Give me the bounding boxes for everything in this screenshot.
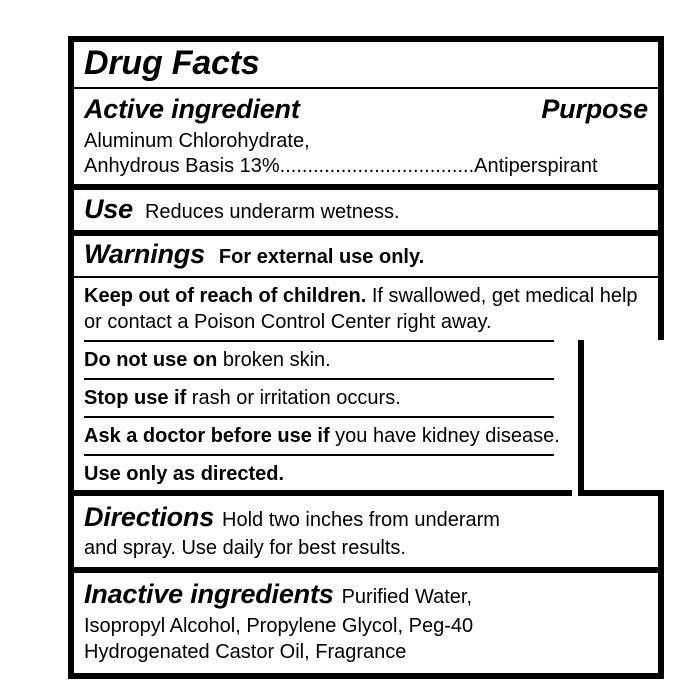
inactive-ingredients-section — [74, 573, 658, 673]
inactive-text-1: Purified Water, — [341, 586, 472, 608]
warning-item-bold: Stop use if — [84, 386, 187, 409]
divider-title — [74, 87, 658, 89]
directions-line-1 — [84, 500, 648, 535]
divider-warn-item-2 — [84, 378, 554, 380]
warning-poison-rest: If swallowed, get medical help or contact a Poison Control Center right away. — [84, 284, 638, 333]
warnings-header — [74, 236, 658, 273]
warnings-subtitle: For external use only. — [218, 245, 425, 268]
warning-item — [74, 420, 658, 452]
warning-poison-bold: Keep out of reach of children. — [84, 284, 367, 307]
directions-label: Directions — [84, 501, 215, 532]
warning-item-rest: you have kidney disease. — [329, 424, 560, 447]
inactive-line-3: Hydrogenated Castor Oil, Fragrance — [84, 641, 407, 664]
purpose-heading: Purpose — [541, 93, 648, 124]
active-ingredient-body — [74, 127, 658, 184]
divider-warn-item-3 — [84, 416, 554, 418]
directions-text-1: Hold two inches from underarm — [222, 508, 500, 531]
divider-warnings-1 — [74, 276, 658, 278]
warnings-label: Warnings — [84, 238, 205, 269]
divider-warn-item-1 — [84, 340, 554, 342]
inactive-line-1 — [84, 577, 648, 613]
warning-item — [74, 458, 658, 490]
directions-section — [74, 496, 658, 567]
notch-border — [578, 340, 664, 496]
directions-line-2: and spray. Use daily for best results. — [84, 537, 406, 559]
divider-warn-item-4 — [84, 454, 554, 456]
use-text: Reduces underarm wetness. — [144, 200, 400, 223]
warning-poison — [74, 281, 658, 338]
warning-item — [74, 382, 658, 414]
active-ingredient-line-2: Anhydrous Basis 13%...................................Antiperspirant — [84, 155, 598, 178]
warning-item-rest: rash or irritation occurs. — [186, 386, 401, 409]
active-ingredient-line-1: Aluminum Chlorohydrate, — [84, 129, 310, 152]
inactive-ingredients-label: Inactive ingredients — [84, 579, 334, 609]
warning-item-bold: Use only as directed. — [84, 462, 285, 485]
warning-item-bold: Do not use on — [84, 348, 218, 371]
inactive-line-2: Isopropyl Alcohol, Propylene Glycol, Peg-40 — [84, 614, 474, 637]
warnings-notched-region — [74, 340, 658, 490]
warning-item-bold: Ask a doctor before use if — [84, 424, 330, 447]
active-ingredient-header — [74, 92, 658, 127]
use-label: Use — [84, 193, 133, 224]
use-section — [74, 190, 658, 230]
warning-item-rest: broken skin. — [217, 348, 331, 371]
warning-item — [74, 344, 658, 376]
page-title: Drug Facts — [84, 44, 260, 82]
active-ingredient-heading: Active ingredient — [84, 93, 300, 124]
drug-facts-panel — [68, 36, 664, 679]
